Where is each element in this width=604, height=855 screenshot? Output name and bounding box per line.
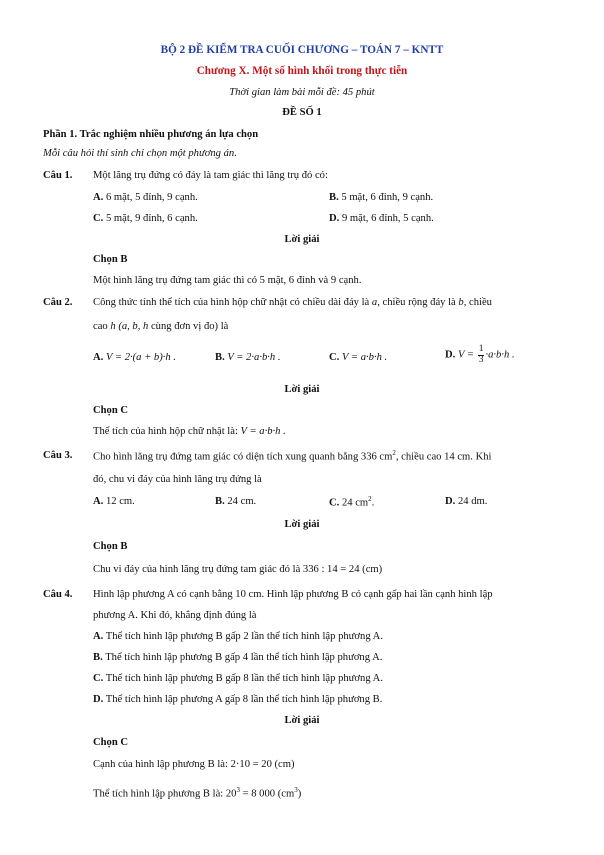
q1-option-a-text: 6 mặt, 5 đỉnh, 9 cạnh.: [105, 192, 198, 203]
q2-option-b-key: B.: [215, 352, 225, 363]
part-instruction: Mỗi câu hỏi thí sinh chỉ chọn một phương án.: [43, 148, 237, 159]
q3-option-c-key: C.: [329, 497, 340, 509]
q4-option-d-key: D.: [93, 694, 104, 705]
q1-explanation: Một hình lăng trụ đứng tam giác thì có 5 mặt, 6 đỉnh và 9 cạnh.: [93, 275, 362, 286]
q1-option-c-key: C.: [93, 213, 104, 224]
question-2-line-2: [93, 320, 228, 333]
q3-option-b-text: 24 cm.: [227, 496, 257, 507]
q2-fraction-numerator: 1: [478, 344, 484, 354]
q1-option-a-key: A.: [93, 192, 104, 203]
exam-number: ĐỀ SỐ 1: [282, 107, 322, 118]
q1-option-b-text: 5 mặt, 6 đỉnh, 9 cạnh.: [341, 192, 434, 203]
q2-option-d-key: D.: [445, 349, 456, 361]
q2-fraction-denominator: 3: [478, 354, 484, 365]
q3-option-c-text: 24 cm: [341, 497, 369, 509]
q3-option-a-key: A.: [93, 496, 104, 507]
q4-explanation-2-base: 20: [225, 788, 237, 800]
q4-answer-choice: Chọn C: [93, 737, 129, 748]
question-1-text: Một lăng trụ đứng có đáy là tam giác thì lăng trụ đó có:: [93, 170, 328, 181]
chapter-title: Chương X. Một số hình khối trong thực tiễn: [196, 65, 408, 77]
q2-line2-part-a: cao: [93, 321, 111, 332]
question-1-number: Câu 1.: [43, 170, 73, 181]
q4-explanation-1-text: Cạnh của hình lập phương B là:: [93, 759, 231, 770]
question-3-number: Câu 3.: [43, 450, 73, 461]
q4-option-a: [93, 630, 383, 643]
q2-answer-choice: Chọn C: [93, 405, 129, 416]
q3-option-a-text: 12 cm.: [105, 496, 135, 507]
q2-solution-heading: Lời giải: [284, 384, 320, 395]
q3-area-exponent: 2: [392, 449, 396, 457]
q4-explanation-1: [93, 758, 295, 771]
q2-var-a: a: [371, 297, 378, 308]
q2-option-a-formula: V = 2·(a + b)·h .: [105, 352, 176, 363]
q3-line1-part-b: , chiều cao 14 cm. Khi: [395, 451, 492, 463]
q4-explanation-2-close: ): [297, 788, 302, 800]
q3-explanation-formula: 336 : 14 = 24 (cm): [302, 564, 383, 575]
time-limit: Thời gian làm bài mỗi đề: 45 phút: [229, 87, 375, 98]
question-4-number: Câu 4.: [43, 589, 73, 600]
q3-option-b-key: B.: [215, 496, 225, 507]
q4-option-c: [93, 672, 383, 685]
q2-line2-part-b: cùng đơn vị đo) là: [148, 321, 229, 332]
q4-option-b-text: Thể tích hình lập phương B gấp 4 lần thể tích hình lập phương A.: [105, 652, 383, 663]
q3-answer-choice: Chọn B: [93, 541, 128, 552]
q1-option-b-key: B.: [329, 192, 339, 203]
q1-option-d-text: 9 mặt, 6 đỉnh, 5 cạnh.: [341, 213, 434, 224]
q2-option-c-key: C.: [329, 352, 340, 363]
q1-option-a: [93, 191, 198, 204]
q2-option-d-prefix: V =: [457, 349, 477, 361]
q4-option-c-text: Thể tích hình lập phương B gấp 8 lần thể tích hình lập phương A.: [105, 673, 383, 684]
question-2-number: Câu 2.: [43, 297, 73, 308]
q3-option-a: [93, 495, 135, 508]
q3-line1-part-a: Cho hình lăng trụ đứng tam giác có diện tích xung quanh bằng: [93, 451, 361, 463]
q3-explanation: [93, 563, 382, 576]
q4-option-b-key: B.: [93, 652, 103, 663]
question-2-line-1: [93, 296, 492, 309]
q2-var-h: h: [110, 321, 116, 332]
q1-option-c-text: 5 mặt, 9 đỉnh, 6 cạnh.: [105, 213, 198, 224]
q2-option-d: [445, 345, 515, 365]
q4-option-a-key: A.: [93, 631, 104, 642]
q2-line1-part-c: , chiều: [463, 297, 492, 308]
q4-option-d-text: Thể tích hình lập phương A gấp 8 lần thể tích hình lập phương B.: [105, 694, 383, 705]
q2-option-d-suffix: ·a·b·h .: [485, 349, 515, 361]
q1-option-d-key: D.: [329, 213, 340, 224]
question-3-line-2: đó, chu vi đáy của hình lăng trụ đứng là: [93, 474, 262, 485]
q1-option-b: [329, 191, 433, 204]
q3-explanation-text: Chu vi đáy của hình lăng trụ đứng tam giác đó là: [93, 564, 303, 575]
q2-explanation-text: Thể tích của hình hộp chữ nhật là:: [93, 426, 241, 437]
q4-option-c-key: C.: [93, 673, 104, 684]
q2-line1-part-a: Công thức tính thể tích của hình hộp chữ nhật có chiều dài đáy là: [93, 297, 372, 308]
q2-option-a-key: A.: [93, 352, 104, 363]
q4-explanation-2-exponent: 3: [236, 786, 240, 794]
q4-explanation-2-value: = 8 000 (cm: [239, 788, 295, 800]
q3-option-c-exponent: 2: [368, 495, 372, 503]
q4-option-b: [93, 651, 382, 664]
q3-option-b: [215, 495, 256, 508]
q1-option-d: [329, 212, 434, 225]
q3-option-d-text: 24 dm.: [457, 496, 488, 507]
q2-explanation: [93, 425, 286, 438]
q4-explanation-2: [93, 786, 301, 801]
q2-option-c-formula: V = a·b·h .: [341, 352, 388, 363]
q4-explanation-2-text: Thể tích hình lập phương B là:: [93, 788, 226, 800]
q3-option-d-key: D.: [445, 496, 456, 507]
q1-solution-heading: Lời giải: [284, 234, 320, 245]
q1-option-c: [93, 212, 198, 225]
q4-option-d: [93, 693, 382, 706]
q3-option-d: [445, 495, 487, 508]
q2-variables-paren: (a, b, h: [118, 321, 149, 332]
q2-var-b: b: [458, 297, 464, 308]
q4-solution-heading: Lời giải: [284, 715, 320, 726]
q2-line1-part-b: , chiều rộng đáy là: [377, 297, 459, 308]
q2-option-b-formula: V = 2·a·b·h .: [227, 352, 281, 363]
question-4-line-2: phương A. Khi đó, khẳng định đúng là: [93, 610, 257, 621]
q2-explanation-formula: V = a·b·h .: [240, 426, 286, 437]
q2-option-c: [329, 351, 387, 364]
q3-option-c: C. 24 $cm^2$.: [329, 495, 375, 509]
q4-explanation-1-formula: 2·10 = 20 (cm): [230, 759, 295, 770]
part-title: Phần 1. Trắc nghiệm nhiều phương án lựa chọn: [43, 129, 259, 140]
q2-option-a: [93, 351, 176, 364]
q1-answer-choice: Chọn B: [93, 254, 128, 265]
document-title: BỘ 2 ĐỀ KIỂM TRA CUỐI CHƯƠNG – TOÁN 7 – KNTT: [160, 44, 444, 56]
question-4-line-1: Hình lập phương A có cạnh bằng 10 cm. Hình lập phương B có cạnh gấp hai lần cạnh hình lập: [93, 589, 493, 600]
question-3-line-1: [93, 449, 491, 464]
q2-option-b: [215, 351, 281, 364]
q3-area: 336 cm: [360, 451, 393, 463]
q3-solution-heading: Lời giải: [284, 519, 320, 530]
q4-option-a-text: Thể tích hình lập phương B gấp 2 lần thể tích hình lập phương A.: [105, 631, 383, 642]
q2-option-d-fraction: [478, 345, 485, 365]
q4-explanation-2-unit-exponent: 3: [294, 786, 298, 794]
